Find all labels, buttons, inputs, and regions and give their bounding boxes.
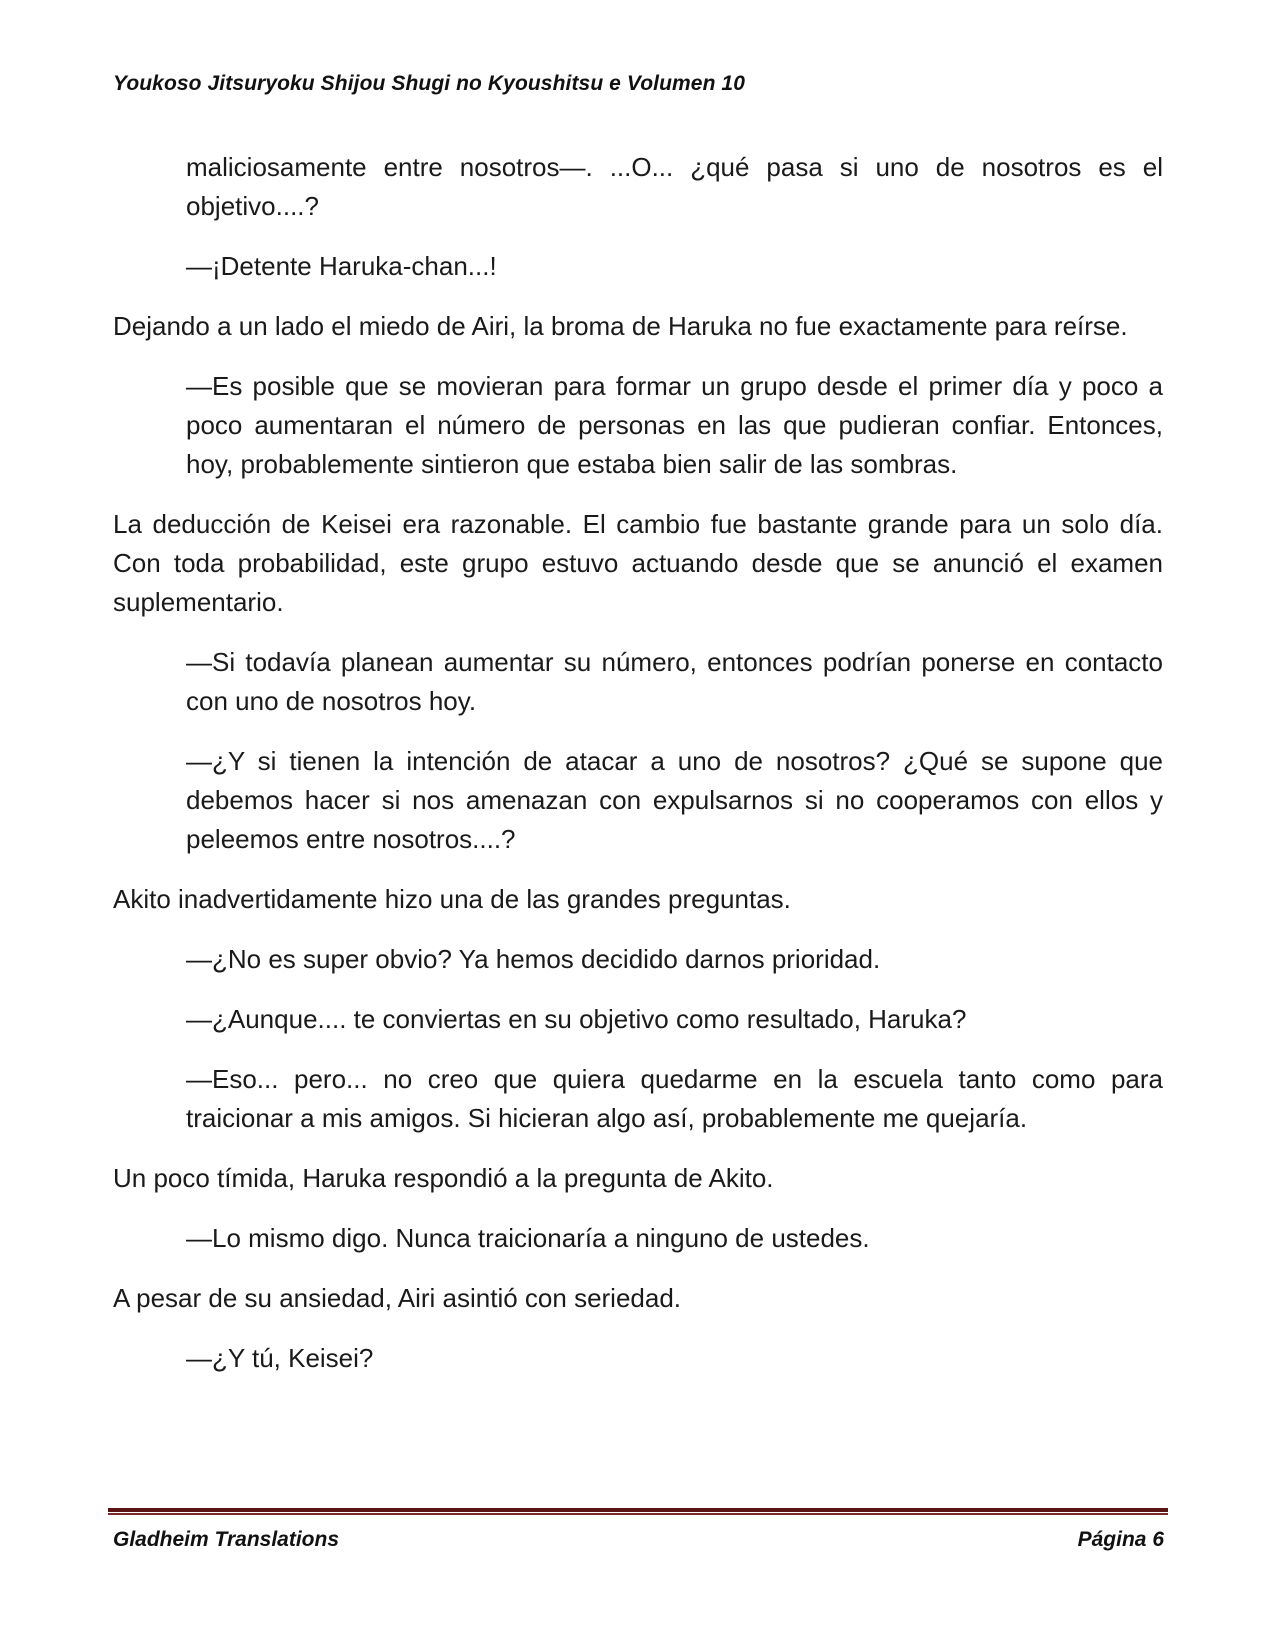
- footer-divider: [108, 1508, 1168, 1515]
- dialog-paragraph: —¿Y tú, Keisei?: [186, 1343, 374, 1373]
- dialog-paragraph: —Es posible que se movieran para formar un grupo desde el primer día y poco a poco aumentaran el número de personas en las que pudieran confiar. Entonces, hoy, probablemente sintieron que estaba bien salir de las sombras.: [186, 371, 1163, 479]
- narration-paragraph: La deducción de Keisei era razonable. El cambio fue bastante grande para un solo día. Con toda probabilidad, este grupo estuvo actuando desde que se anunció el examen suplementario.: [113, 509, 1163, 617]
- dialog-paragraph: —¡Detente Haruka-chan...!: [186, 251, 497, 281]
- dialog-paragraph: —Eso... pero... no creo que quiera quedarme en la escuela tanto como para traicionar a mis amigos. Si hicieran algo así, probablemente me quejaría.: [186, 1064, 1163, 1133]
- narration-paragraph: Dejando a un lado el miedo de Airi, la broma de Haruka no fue exactamente para reírse.: [113, 311, 1128, 341]
- dialog-paragraph: —Lo mismo digo. Nunca traicionaría a ninguno de ustedes.: [186, 1223, 870, 1253]
- dialog-paragraph: —Si todavía planean aumentar su número, entonces podrían ponerse en contacto con uno de nosotros hoy.: [186, 647, 1163, 716]
- narration-paragraph: Un poco tímida, Haruka respondió a la pregunta de Akito.: [113, 1163, 774, 1193]
- page-header-title: Youkoso Jitsuryoku Shijou Shugi no Kyoushitsu e Volumen 10: [113, 72, 745, 95]
- narration-paragraph: A pesar de su ansiedad, Airi asintió con seriedad.: [113, 1283, 682, 1313]
- page-number: Página 6: [1077, 1528, 1164, 1551]
- footer-credit: Gladheim Translations: [113, 1528, 340, 1551]
- page-body: [113, 148, 1163, 1399]
- narration-paragraph: Akito inadvertidamente hizo una de las grandes preguntas.: [113, 884, 791, 914]
- dialog-paragraph: —¿No es super obvio? Ya hemos decidido darnos prioridad.: [186, 944, 881, 974]
- dialog-paragraph: —¿Y si tienen la intención de atacar a uno de nosotros? ¿Qué se supone que debemos hacer si nos amenazan con expulsarnos si no cooperamos con ellos y peleemos entre nosotros....?: [186, 746, 1163, 854]
- dialog-paragraph: maliciosamente entre nosotros—. ...O... ¿qué pasa si uno de nosotros es el objetivo....?: [186, 152, 1163, 221]
- dialog-paragraph: —¿Aunque.... te conviertas en su objetivo como resultado, Haruka?: [186, 1004, 967, 1034]
